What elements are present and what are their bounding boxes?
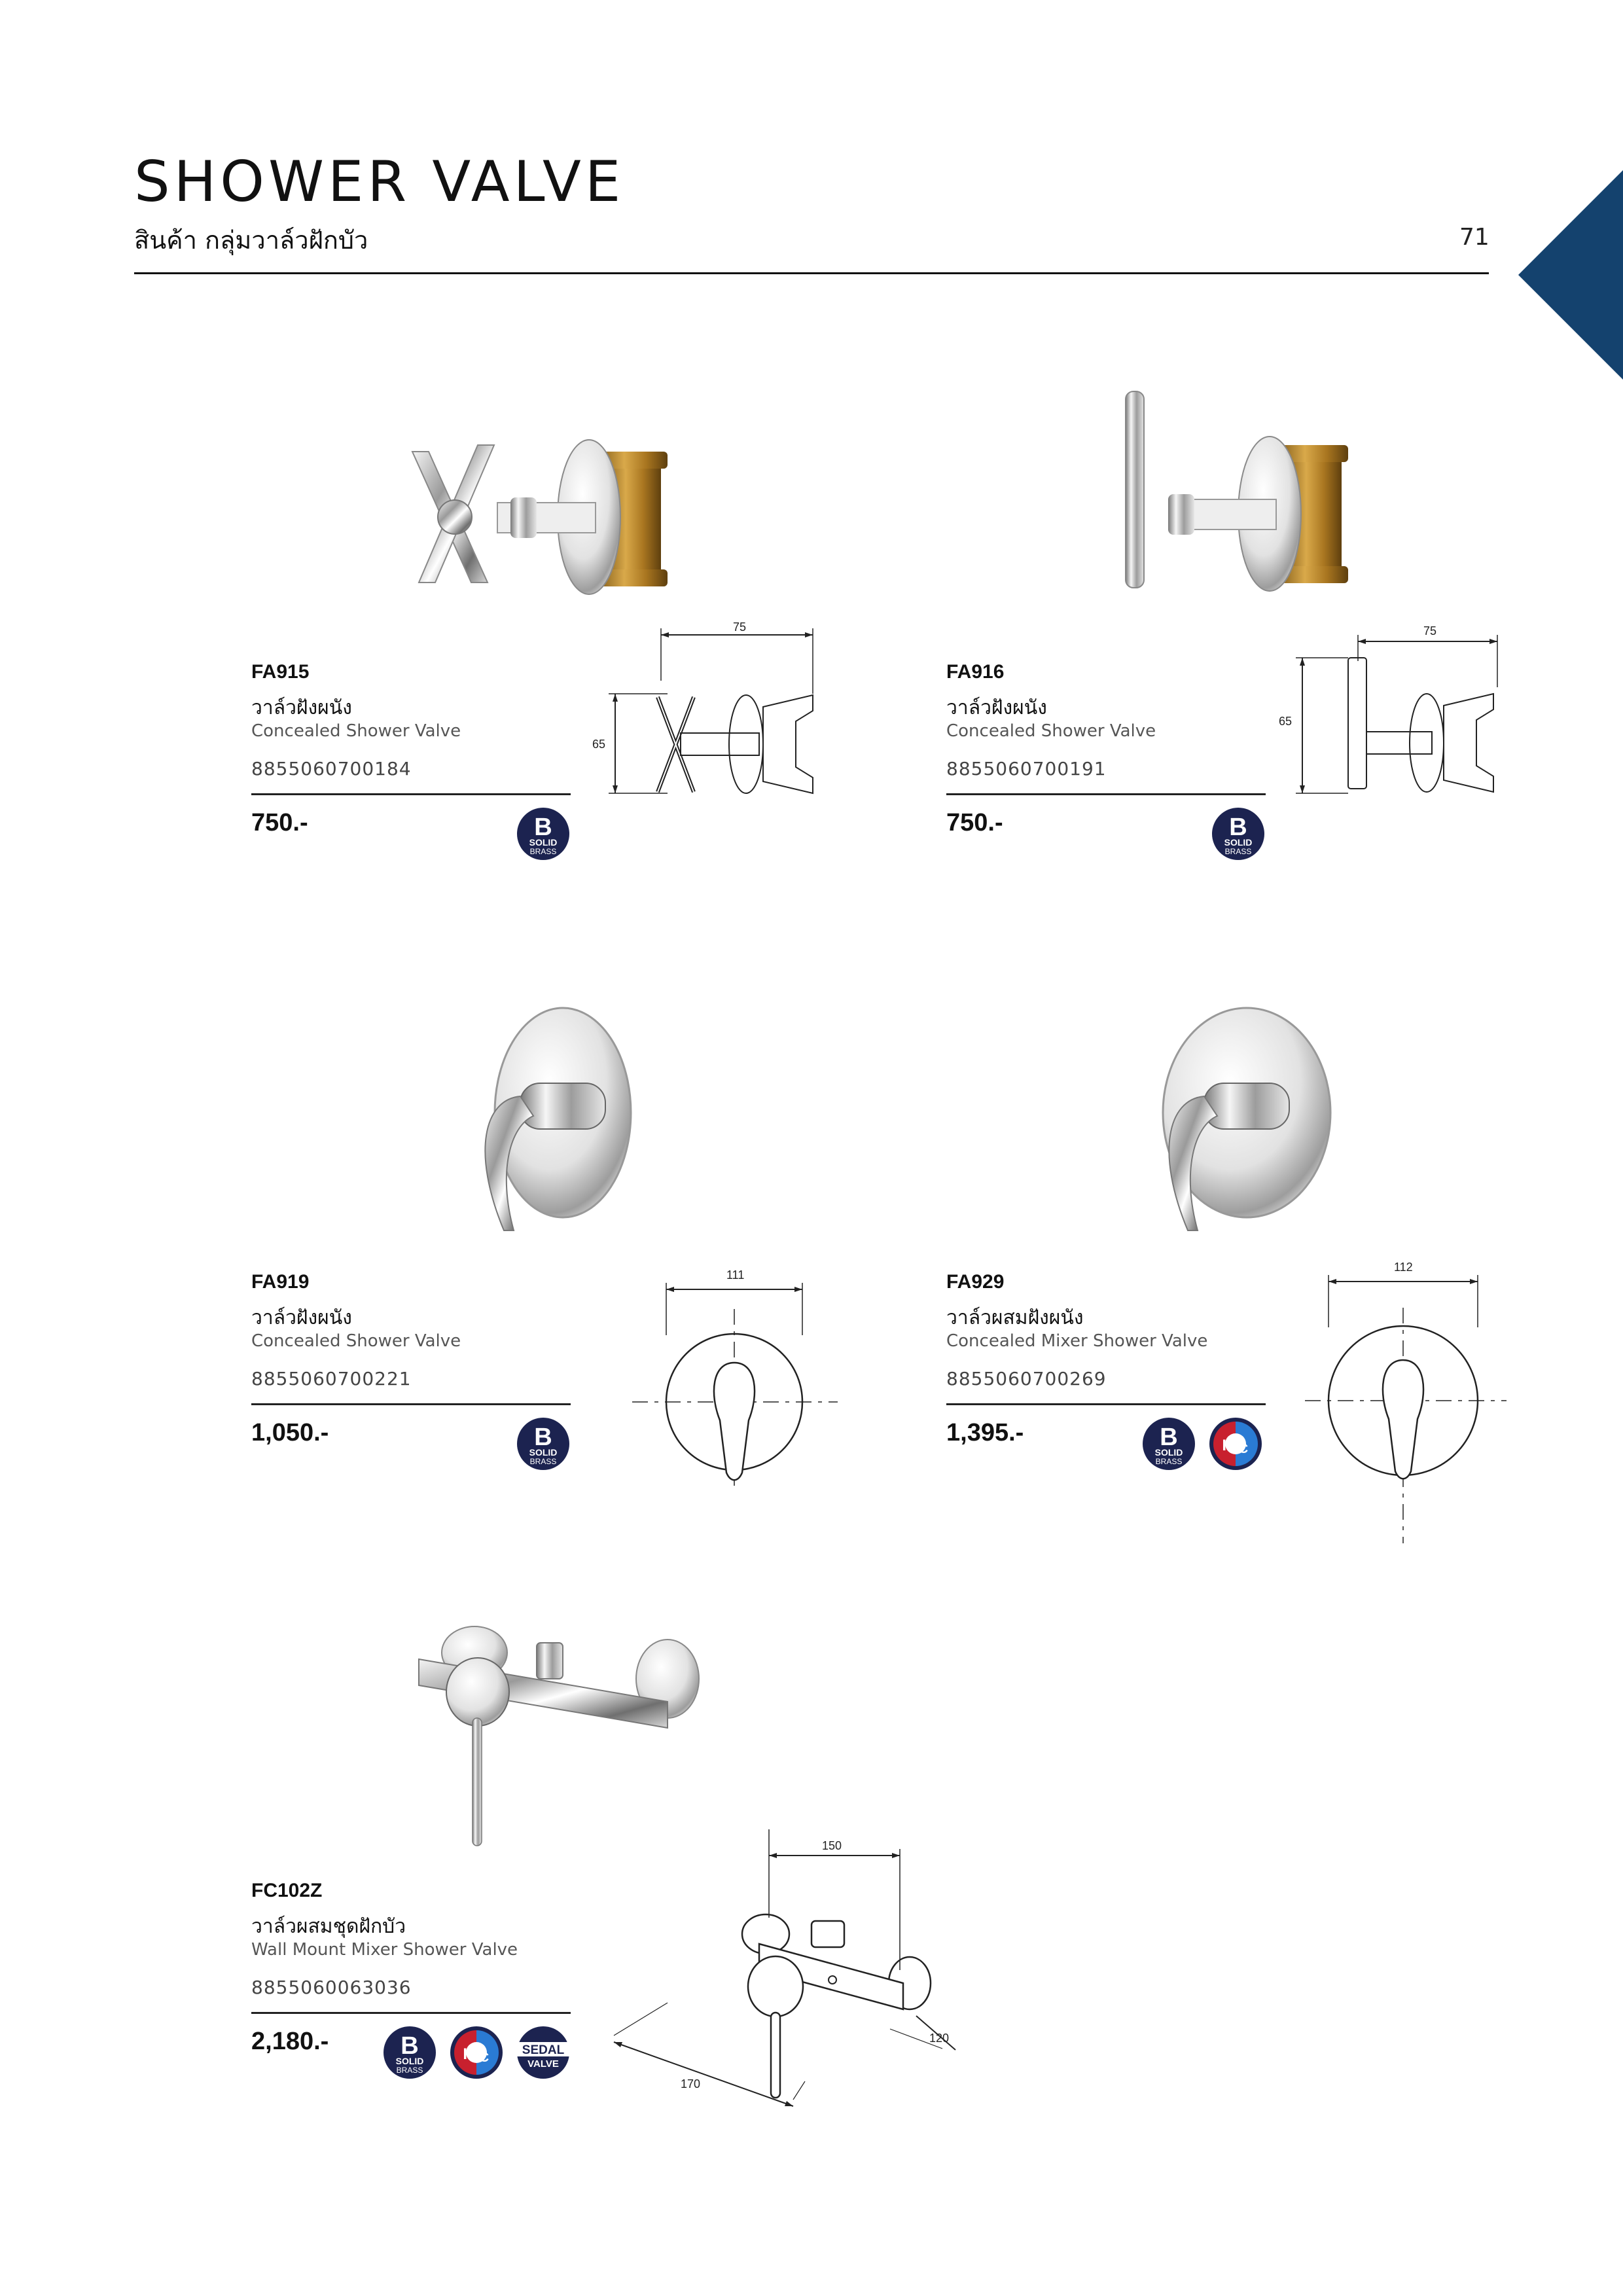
product-barcode: 8855060700191: [946, 758, 1107, 780]
svg-text:H: H: [1222, 1437, 1234, 1454]
solid-brass-badge-icon: [1211, 806, 1266, 861]
svg-text:B: B: [1229, 814, 1247, 841]
product-barcode: 8855060700269: [946, 1368, 1107, 1390]
product-divider: [946, 793, 1266, 795]
product-name-english: Concealed Mixer Shower Valve: [946, 1331, 1208, 1351]
product-divider: [946, 1403, 1266, 1405]
solid-brass-badge-icon: [382, 2025, 437, 2080]
hot-cold-badge-icon: [1208, 1416, 1263, 1471]
product-code: FA919: [251, 1271, 310, 1293]
svg-text:BRASS: BRASS: [529, 847, 557, 856]
product-card-fc102z: [251, 1880, 644, 2089]
header-divider: [134, 272, 1489, 274]
technical-drawing-fa919: [628, 1263, 844, 1499]
product-name-english: Concealed Shower Valve: [251, 721, 461, 741]
product-photo-fc102z: [406, 1604, 707, 1852]
product-barcode: 8855060063036: [251, 1977, 412, 1998]
product-price: 750.-: [946, 809, 1003, 836]
product-barcode: 8855060700221: [251, 1368, 412, 1390]
svg-text:B: B: [534, 814, 552, 841]
product-card-fa915: [251, 661, 644, 870]
product-name-thai: วาล์วฝังผนัง: [251, 1306, 352, 1329]
product-name-english: Concealed Shower Valve: [946, 721, 1156, 741]
svg-text:B: B: [1160, 1424, 1178, 1451]
svg-text:SOLID: SOLID: [395, 2056, 424, 2066]
svg-text:B: B: [401, 2032, 419, 2060]
solid-brass-badge-icon: [516, 1416, 571, 1471]
solid-brass-badge-icon: [1141, 1416, 1196, 1471]
svg-text:SOLID: SOLID: [529, 837, 558, 848]
page-number: 71: [1459, 224, 1489, 251]
svg-text:BRASS: BRASS: [396, 2066, 423, 2075]
dimension-width-label: 75: [733, 620, 747, 634]
technical-drawing-fc102z: [602, 1820, 969, 2121]
product-photo-fa929: [1132, 1001, 1342, 1237]
product-photo-fa916: [1106, 386, 1368, 602]
dimension-height-label: 65: [1279, 715, 1293, 728]
sedal-valve-badge-icon: [516, 2025, 571, 2080]
dimension-width-label: 150: [822, 1839, 842, 1852]
dimension-length-label: 170: [681, 2077, 701, 2090]
product-card-fa929: [946, 1271, 1339, 1480]
product-code: FA929: [946, 1271, 1005, 1293]
dimension-width-label: 112: [1394, 1261, 1413, 1274]
page-title: SHOWER VALVE: [134, 149, 625, 215]
svg-text:SOLID: SOLID: [529, 1447, 558, 1458]
svg-text:SOLID: SOLID: [1224, 837, 1253, 848]
svg-text:BRASS: BRASS: [1155, 1457, 1183, 1466]
product-price: 750.-: [251, 809, 308, 836]
svg-text:BRASS: BRASS: [1224, 847, 1252, 856]
product-card-fa919: [251, 1271, 644, 1480]
page-subtitle: สินค้า กลุ่มวาล์วฝักบัว: [134, 226, 368, 255]
product-divider: [251, 1403, 571, 1405]
product-photo-fa919: [458, 1001, 635, 1237]
svg-text:C: C: [1238, 1442, 1249, 1456]
dimension-width-label: 75: [1423, 624, 1437, 637]
product-divider: [251, 793, 571, 795]
hot-cold-badge-icon: [449, 2025, 504, 2080]
product-name-thai: วาล์วฝังผนัง: [946, 696, 1047, 719]
svg-text:BRASS: BRASS: [529, 1457, 557, 1466]
dimension-height-label: 65: [592, 738, 606, 751]
product-name-thai: วาล์วผสมชุดฝักบัว: [251, 1915, 406, 1938]
product-name-english: Concealed Shower Valve: [251, 1331, 461, 1351]
product-code: FA915: [251, 661, 310, 683]
product-price: 2,180.-: [251, 2028, 329, 2055]
corner-tab-decoration: [1518, 170, 1623, 380]
product-barcode: 8855060700184: [251, 758, 412, 780]
svg-text:SEDAL: SEDAL: [522, 2043, 565, 2057]
product-code: FC102Z: [251, 1880, 323, 1901]
svg-text:SOLID: SOLID: [1154, 1447, 1183, 1458]
svg-text:H: H: [463, 2045, 474, 2063]
product-card-fa916: [946, 661, 1339, 870]
product-price: 1,050.-: [251, 1419, 329, 1446]
product-name-english: Wall Mount Mixer Shower Valve: [251, 1940, 518, 1960]
dimension-width-label: 111: [726, 1268, 745, 1282]
svg-text:C: C: [479, 2051, 490, 2065]
product-name-thai: วาล์วฝังผนัง: [251, 696, 352, 719]
product-name-thai: วาล์วผสมฝังผนัง: [946, 1306, 1084, 1329]
product-divider: [251, 2012, 571, 2014]
product-code: FA916: [946, 661, 1005, 683]
svg-text:B: B: [534, 1424, 552, 1451]
product-photo-fa915: [399, 432, 674, 602]
dimension-depth-label: 120: [929, 2032, 950, 2045]
solid-brass-badge-icon: [516, 806, 571, 861]
svg-text:VALVE: VALVE: [527, 2058, 559, 2070]
product-price: 1,395.-: [946, 1419, 1024, 1446]
